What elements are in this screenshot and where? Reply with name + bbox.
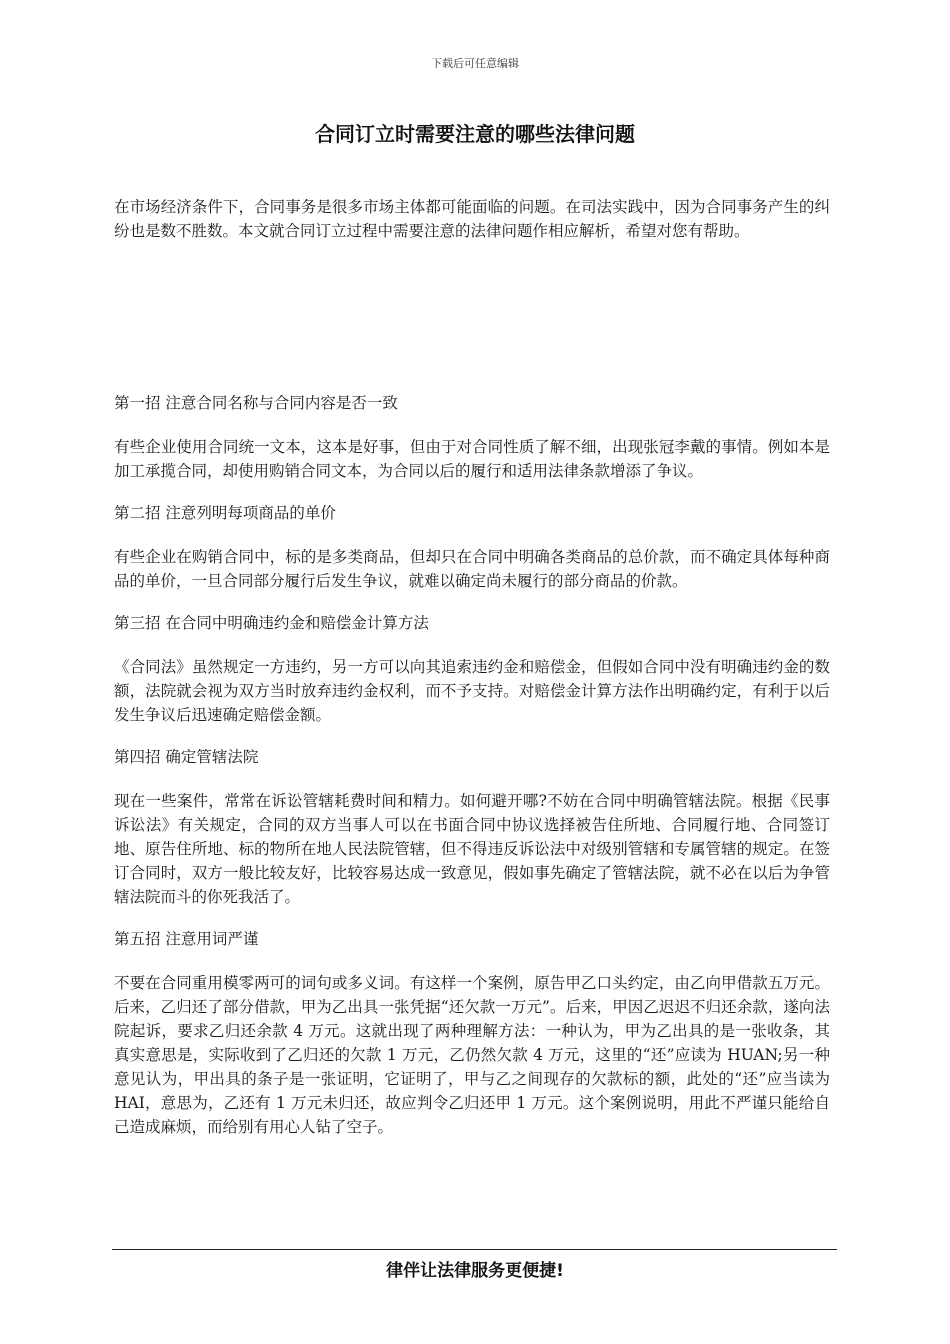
intro-paragraph: 在市场经济条件下，合同事务是很多市场主体都可能面临的问题。在司法实践中，因为合同事务产生的纠纷也是数不胜数。本文就合同订立过程中需要注意的法律问题作相应解析，希望对您有帮助。	[114, 198, 830, 240]
section-heading: 第一招 注意合同名称与合同内容是否一致	[114, 394, 398, 412]
section-paragraph: 有些企业在购销合同中，标的是多类商品，但却只在合同中明确各类商品的总价款，而不确定具体每种商品的单价，一旦合同部分履行后发生争议，就难以确定尚未履行的部分商品的价款。	[114, 548, 830, 590]
section-paragraph: 不要在合同重用模零两可的词句或多义词。有这样一个案例，原告甲乙口头约定，由乙向甲借款五万元。后来，乙归还了部分借款，甲为乙出具一张凭据“还欠款一万元”。后来，甲因乙迟迟不归还余款，遂向法院起诉，要求乙归还余款 4 万元。这就出现了两种理解方法：一种认为，甲为乙出具的是一张收条，其真实意思是，实际收到了乙归还的欠款 1 万元，乙仍然欠款 4 万元，这里的“还”应读为 HUAN;另一种意见认为，甲出具的条子是一张证明，它证明了，甲与乙之间现存的欠款标的额，此处的“还”应当读为 HAI，意思为，乙还有 1 万元未归还，故应判令乙归还甲 1 万元。这个案例说明，用此不严谨只能给自己造成麻烦，而给别有用心人钻了空子。	[114, 974, 830, 1136]
section-2	[114, 501, 830, 593]
section-paragraph: 现在一些案件，常常在诉讼管辖耗费时间和精力。如何避开哪?不妨在合同中明确管辖法院。根据《民事诉讼法》有关规定，合同的双方当事人可以在书面合同中协议选择被告住所地、合同履行地、合同签订地、原告住所地、标的物所在地人民法院管辖，但不得违反诉讼法中对级别管辖和专属管辖的规定。在签订合同时，双方一般比较友好，比较容易达成一致意见，假如事先确定了管辖法院，就不必在以后为争管辖法院而斗的你死我活了。	[114, 792, 830, 906]
section-heading: 第五招 注意用词严谨	[114, 930, 259, 948]
section-5	[114, 927, 830, 1139]
section-heading: 第四招 确定管辖法院	[114, 748, 259, 766]
section-heading: 第三招 在合同中明确违约金和赔偿金计算方法	[114, 614, 429, 632]
section-4	[114, 745, 830, 909]
document-title: 合同订立时需要注意的哪些法律问题	[315, 122, 635, 146]
document-body	[114, 195, 830, 1157]
footer-slogan: 律伴让法律服务更便捷!	[386, 1261, 564, 1281]
header-note: 下载后可任意编辑	[431, 57, 519, 70]
footer-divider	[112, 1249, 837, 1250]
section-paragraph: 《合同法》虽然规定一方违约，另一方可以向其追索违约金和赔偿金，但假如合同中没有明确违约金的数额，法院就会视为双方当时放弃违约金权利，而不予支持。对赔偿金计算方法作出明确约定，有利于以后发生争议后迅速确定赔偿金额。	[114, 658, 830, 724]
section-1	[114, 391, 830, 483]
section-3	[114, 611, 830, 727]
section-paragraph: 有些企业使用合同统一文本，这本是好事，但由于对合同性质了解不细，出现张冠李戴的事情。例如本是加工承揽合同，却使用购销合同文本，为合同以后的履行和适用法律条款增添了争议。	[114, 438, 830, 480]
section-heading: 第二招 注意列明每项商品的单价	[114, 504, 336, 522]
